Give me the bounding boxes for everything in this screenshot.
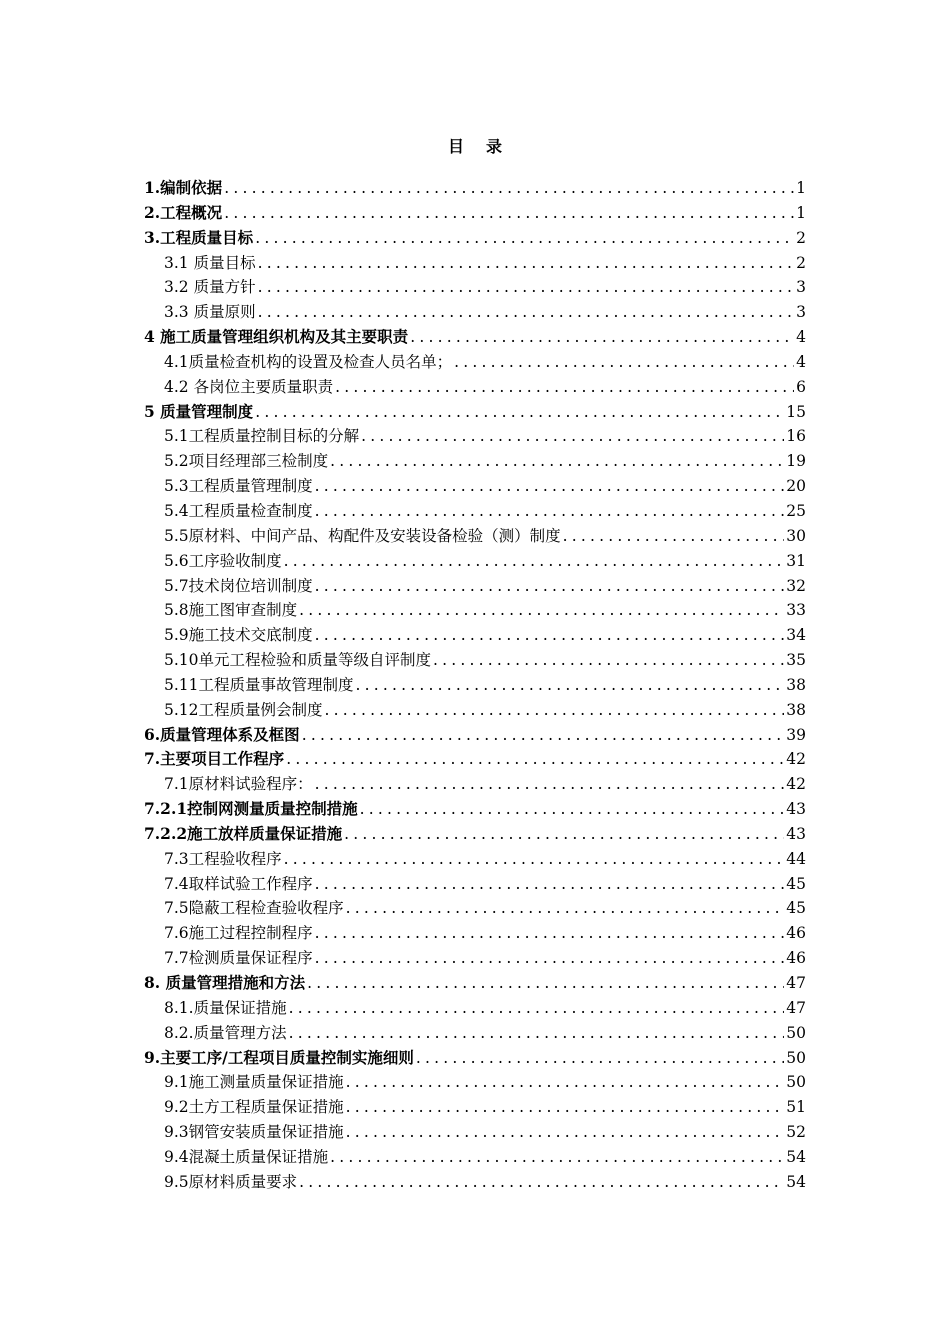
toc-entry-label: 9.3钢管安装质量保证措施 xyxy=(164,1123,344,1142)
toc-entry-page-number: 25 xyxy=(786,501,806,520)
toc-leader-dots xyxy=(346,1095,785,1120)
toc-entry-label: 7.5隐蔽工程检查验收程序 xyxy=(164,899,344,918)
toc-entry-page-number: 45 xyxy=(786,874,806,893)
toc-entry-label: 5.9施工技术交底制度 xyxy=(164,626,313,645)
toc-entry-label: 8.2.质量管理方法 xyxy=(164,1023,287,1042)
toc-entry[interactable] xyxy=(144,772,806,797)
toc-entry-label: 4.2 各岗位主要质量职责 xyxy=(164,377,334,396)
toc-entry-page-number: 54 xyxy=(786,1172,806,1191)
toc-entry-label: 9.1施工测量质量保证措施 xyxy=(164,1073,344,1092)
toc-entry-page-number: 3 xyxy=(796,303,806,322)
toc-entry-page-number: 45 xyxy=(786,899,806,918)
toc-leader-dots xyxy=(344,822,784,847)
toc-leader-dots xyxy=(258,251,795,276)
toc-entry-page-number: 33 xyxy=(786,601,806,620)
toc-leader-dots xyxy=(224,176,794,201)
toc-leader-dots xyxy=(315,623,785,648)
toc-entry[interactable] xyxy=(144,723,806,748)
toc-leader-dots xyxy=(330,1145,784,1170)
toc-entry-page-number: 44 xyxy=(786,849,806,868)
toc-entry-page-number: 1 xyxy=(796,203,806,222)
toc-entry[interactable] xyxy=(144,1120,806,1145)
toc-entry-page-number: 50 xyxy=(786,1023,806,1042)
toc-leader-dots xyxy=(315,921,785,946)
toc-entry[interactable] xyxy=(144,1046,806,1071)
toc-leader-dots xyxy=(433,648,784,673)
toc-entry-label: 7.1原材料试验程序： xyxy=(164,775,313,794)
toc-entry-page-number: 3 xyxy=(796,278,806,297)
toc-entry[interactable] xyxy=(144,201,806,226)
toc-leader-dots xyxy=(299,598,784,623)
toc-entry[interactable] xyxy=(144,350,806,375)
toc-leader-dots xyxy=(410,325,794,350)
toc-leader-dots xyxy=(289,996,785,1021)
toc-leader-dots xyxy=(315,946,785,971)
toc-title-part2: 录 xyxy=(486,137,503,156)
toc-entry[interactable] xyxy=(144,449,806,474)
toc-entry[interactable] xyxy=(144,574,806,599)
toc-entry-label: 7.2.1控制网测量质量控制措施 xyxy=(144,799,358,819)
toc-entry[interactable] xyxy=(144,872,806,897)
toc-entry[interactable] xyxy=(144,946,806,971)
toc-entry[interactable] xyxy=(144,325,806,350)
toc-entry-label: 1.编制依据 xyxy=(144,178,223,197)
toc-leader-dots xyxy=(454,350,794,375)
toc-leader-dots xyxy=(416,1046,784,1071)
toc-leader-dots xyxy=(335,375,794,400)
toc-entry-page-number: 43 xyxy=(786,824,806,843)
toc-entry-label: 5.1工程质量控制目标的分解 xyxy=(164,427,360,446)
toc-entry[interactable] xyxy=(144,474,806,499)
toc-entry-page-number: 50 xyxy=(786,1073,806,1092)
toc-entry[interactable] xyxy=(144,847,806,872)
toc-entry-page-number: 42 xyxy=(786,750,806,769)
toc-leader-dots xyxy=(255,400,784,425)
toc-entry[interactable] xyxy=(144,648,806,673)
toc-entry-page-number: 15 xyxy=(786,402,806,421)
toc-entry-label: 5.3工程质量管理制度 xyxy=(164,477,313,496)
toc-entry-label: 3.2 质量方针 xyxy=(164,278,256,297)
toc-entry-label: 9.5原材料质量要求 xyxy=(164,1172,298,1191)
toc-entry-label: 5.5原材料、中间产品、构配件及安装设备检验（测）制度 xyxy=(164,526,561,545)
toc-entry-label: 3.1 质量目标 xyxy=(164,253,256,272)
toc-leader-dots xyxy=(315,872,785,897)
toc-entry-page-number: 6 xyxy=(796,377,806,396)
toc-entry-page-number: 34 xyxy=(786,626,806,645)
toc-title-part1: 目 xyxy=(447,137,464,156)
toc-entry[interactable] xyxy=(144,797,806,822)
toc-leader-dots xyxy=(255,226,794,251)
toc-entry[interactable] xyxy=(144,176,806,201)
toc-entry[interactable] xyxy=(144,275,806,300)
toc-entry-page-number: 4 xyxy=(796,328,806,347)
toc-entry-page-number: 38 xyxy=(786,675,806,694)
toc-entry-label: 5.4工程质量检查制度 xyxy=(164,501,313,520)
toc-leader-dots xyxy=(356,673,785,698)
toc-leader-dots xyxy=(346,1120,785,1145)
toc-entry[interactable] xyxy=(144,822,806,847)
toc-leader-dots xyxy=(360,797,785,822)
toc-entry-page-number: 46 xyxy=(786,949,806,968)
toc-entry[interactable] xyxy=(144,524,806,549)
toc-entry-label: 4 施工质量管理组织机构及其主要职责 xyxy=(144,327,409,347)
table-of-contents xyxy=(144,176,806,1195)
toc-entry[interactable] xyxy=(144,1170,806,1195)
toc-entry-label: 9.2土方工程质量保证措施 xyxy=(164,1098,344,1117)
toc-entry[interactable] xyxy=(144,623,806,648)
toc-leader-dots xyxy=(315,772,785,797)
toc-entry-page-number: 19 xyxy=(786,452,806,471)
toc-leader-dots xyxy=(563,524,785,549)
toc-entry[interactable] xyxy=(144,1095,806,1120)
toc-entry[interactable] xyxy=(144,598,806,623)
toc-title xyxy=(0,134,950,157)
toc-entry-label: 5.12工程质量例会制度 xyxy=(164,700,323,719)
toc-entry-page-number: 2 xyxy=(796,253,806,272)
toc-entry-page-number: 47 xyxy=(786,974,806,992)
toc-leader-dots xyxy=(302,723,785,748)
toc-entry-label: 7.7检测质量保证程序 xyxy=(164,949,313,968)
toc-leader-dots xyxy=(361,424,784,449)
toc-entry-label: 5.2项目经理部三检制度 xyxy=(164,452,329,471)
toc-entry-page-number: 4 xyxy=(796,352,806,371)
toc-entry-label: 4.1质量检查机构的设置及检查人员名单； xyxy=(164,352,453,371)
toc-entry[interactable] xyxy=(144,747,806,772)
toc-entry[interactable] xyxy=(144,921,806,946)
toc-entry-label: 5.11工程质量事故管理制度 xyxy=(164,675,354,694)
toc-entry-label: 6.质量管理体系及框图 xyxy=(144,724,300,744)
toc-entry[interactable] xyxy=(144,1070,806,1095)
toc-entry-label: 2.工程概况 xyxy=(144,202,223,222)
toc-entry-page-number: 35 xyxy=(786,651,806,670)
toc-entry-label: 3.3 质量原则 xyxy=(164,303,256,322)
toc-leader-dots xyxy=(286,747,784,772)
toc-entry-page-number: 54 xyxy=(786,1147,806,1166)
toc-entry-page-number: 31 xyxy=(786,551,806,570)
toc-entry[interactable] xyxy=(144,549,806,574)
toc-entry-label: 7.2.2施工放样质量保证措施 xyxy=(144,823,343,843)
toc-entry-page-number: 38 xyxy=(786,700,806,719)
toc-entry-label: 5.7技术岗位培训制度 xyxy=(164,576,313,595)
toc-entry-page-number: 42 xyxy=(786,775,806,794)
toc-entry-page-number: 46 xyxy=(786,924,806,943)
toc-entry-label: 9.主要工序/工程项目质量控制实施细则 xyxy=(144,1047,414,1067)
toc-leader-dots xyxy=(289,1021,785,1046)
toc-entry-label: 9.4混凝土质量保证措施 xyxy=(164,1147,329,1166)
toc-entry-label: 7.6施工过程控制程序 xyxy=(164,924,313,943)
toc-entry-page-number: 30 xyxy=(786,526,806,545)
toc-entry-label: 8.1.质量保证措施 xyxy=(164,998,287,1017)
toc-leader-dots xyxy=(346,896,785,921)
toc-leader-dots xyxy=(258,300,795,325)
toc-leader-dots xyxy=(346,1070,785,1095)
toc-entry-page-number: 47 xyxy=(786,998,806,1017)
toc-entry[interactable] xyxy=(144,698,806,723)
toc-entry-page-number: 16 xyxy=(786,427,806,446)
toc-entry-label: 5.6工序验收制度 xyxy=(164,551,282,570)
toc-entry[interactable] xyxy=(144,226,806,251)
toc-entry-page-number: 52 xyxy=(786,1123,806,1142)
toc-entry-label: 7.主要项目工作程序 xyxy=(144,749,285,769)
toc-leader-dots xyxy=(284,847,785,872)
toc-entry[interactable] xyxy=(144,300,806,325)
toc-leader-dots xyxy=(299,1170,784,1195)
toc-leader-dots xyxy=(307,971,784,996)
toc-entry-label: 7.4取样试验工作程序 xyxy=(164,874,313,893)
toc-entry-page-number: 39 xyxy=(786,725,806,744)
toc-leader-dots xyxy=(284,549,785,574)
toc-entry[interactable] xyxy=(144,499,806,524)
toc-entry-label: 5.8施工图审查制度 xyxy=(164,601,298,620)
toc-entry-page-number: 20 xyxy=(786,477,806,496)
toc-entry-label: 7.3工程验收程序 xyxy=(164,849,282,868)
toc-entry-label: 3.工程质量目标 xyxy=(144,227,254,247)
toc-leader-dots xyxy=(325,698,785,723)
toc-entry-page-number: 50 xyxy=(786,1048,806,1067)
toc-entry[interactable] xyxy=(144,251,806,276)
toc-entry-page-number: 43 xyxy=(786,800,806,819)
toc-entry[interactable] xyxy=(144,896,806,921)
toc-entry[interactable] xyxy=(144,424,806,449)
toc-leader-dots xyxy=(315,474,785,499)
toc-entry-page-number: 1 xyxy=(796,179,806,197)
toc-entry[interactable] xyxy=(144,971,806,996)
toc-entry-label: 5 质量管理制度 xyxy=(144,401,254,421)
toc-leader-dots xyxy=(330,449,784,474)
toc-leader-dots xyxy=(258,275,795,300)
toc-entry[interactable] xyxy=(144,673,806,698)
toc-entry[interactable] xyxy=(144,996,806,1021)
toc-entry[interactable] xyxy=(144,1145,806,1170)
toc-entry-page-number: 32 xyxy=(786,576,806,595)
toc-leader-dots xyxy=(315,574,785,599)
toc-entry-page-number: 51 xyxy=(786,1098,806,1117)
toc-entry[interactable] xyxy=(144,375,806,400)
toc-entry-label: 8. 质量管理措施和方法 xyxy=(144,973,306,992)
toc-leader-dots xyxy=(224,201,794,226)
toc-entry-label: 5.10单元工程检验和质量等级自评制度 xyxy=(164,651,432,670)
toc-leader-dots xyxy=(315,499,785,524)
toc-entry-page-number: 2 xyxy=(796,228,806,247)
toc-entry[interactable] xyxy=(144,400,806,425)
toc-entry[interactable] xyxy=(144,1021,806,1046)
